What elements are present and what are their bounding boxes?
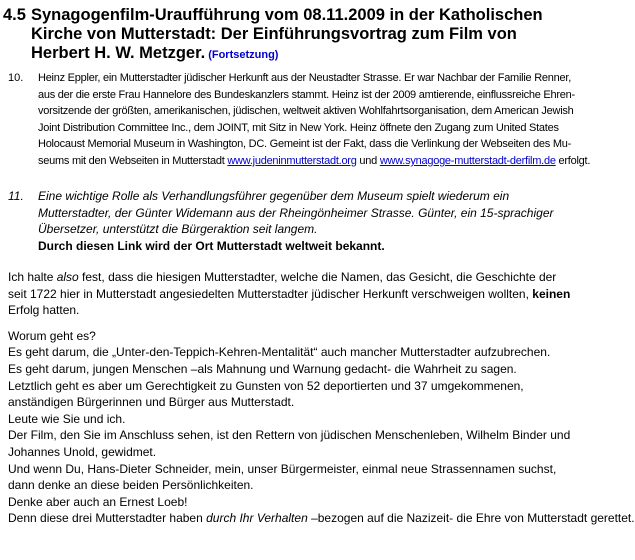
point-11-line: Übersetzer, unterstützt die Bürgeraktion seit langem. [38, 222, 318, 237]
main-last-line [8, 510, 635, 527]
point-10-last-suffix: erfolgt. [555, 154, 591, 167]
continuation-label: (Fortsetzung) [208, 49, 279, 61]
point-10-line: aus der die erste Frau Hannelore des Bundeskanzlers stammt. Heinz ist der 2009 amtierende, einflussreiche Ehren- [38, 88, 575, 101]
link-judeninmutterstadt[interactable]: www.judeninmutterstadt.org [227, 154, 357, 167]
para-1-line-1 [8, 269, 593, 286]
paragraph-gap [8, 319, 593, 328]
point-10-number: 10. [8, 72, 24, 84]
main-line: Denke aber auch an Ernest Loeb! [8, 494, 188, 509]
main-last-text: –bezogen auf die Nazizeit- die Ehre von Mutterstadt gerettet. [307, 511, 635, 526]
para-1-bold: keinen [532, 286, 571, 301]
para-1-text: Ich halte [8, 270, 57, 284]
point-10-line: Holocaust Memorial Museum in Washington, DC. Gemeint ist der Fakt, dass die Verlinkung der Webseiten des Mu- [38, 138, 572, 151]
point-10-line: vorsitzende der größten, amerikanischen, jüdischen, weltweit aktiven Wohlfahrtsorganisation, dem American Jewish [38, 105, 574, 118]
point-10-last-prefix: seums mit den Webseiten in Mutterstadt [38, 154, 228, 167]
para-1-text: fest, dass die hiesigen Mutterstadter, welche die Namen, das Gesicht, die Geschichte der [78, 270, 557, 284]
para-1-line-3: Erfolg hatten. [8, 303, 80, 318]
link-synagoge-derfilm[interactable]: www.synagoge-mutterstadt-derfilm.de [379, 154, 556, 167]
point-11-bold-line: Durch diesen Link wird der Ort Mutterstadt weltweit bekannt. [38, 238, 385, 253]
point-10-last-line [38, 153, 593, 170]
point-10-line: Joint Distribution Committee Inc., dem JOINT, mit Sitz in New York. Heinz öffnete den Zugang zum United States [38, 121, 559, 134]
main-line: Worum geht es? [8, 328, 96, 343]
para-1-italic: also [56, 270, 79, 284]
heading-line-2: Kirche von Mutterstadt: Der Einführungsvortrag zum Film von [31, 25, 517, 43]
main-line: Letztlich geht es aber um Gerechtigkeit zu Gunsten von 52 deportierten und 37 umgekommenen, [8, 378, 524, 393]
main-line: Der Film, den Sie im Anschluss sehen, ist den Rettern von jüdischen Menschenleben, Wilhelm Binder und [8, 428, 571, 443]
heading-line-3-text: Herbert H. W. Metzger. [31, 44, 206, 62]
heading-line-3 [31, 44, 591, 65]
main-line: dann denke an diese beiden Persönlichkeiten. [8, 478, 254, 493]
main-line: Es geht darum, die „Unter-den-Teppich-Kehren-Mentalität“ auch mancher Mutterstadter aufzubrechen. [8, 345, 551, 360]
main-last-italic: durch Ihr Verhalten [206, 511, 308, 526]
main-line: anständigen Bürgerinnen und Bürger aus Mutterstadt. [8, 395, 295, 410]
main-line: Und wenn Du, Hans-Dieter Schneider, mein, unser Bürgermeister, einmal neue Strassennamen suchst, [8, 461, 557, 476]
main-line: Johannes Unold, gewidmet. [8, 444, 157, 459]
para-1-text: seit 1722 hier in Mutterstadt angesiedelten Mutterstadter jüdischer Herkunft verschweigen wollten, [8, 286, 533, 301]
point-10-line: Heinz Eppler, ein Mutterstadter jüdischer Herkunft aus der Neustadter Strasse. Er war Nachbar der Familie Renner, [38, 72, 572, 84]
para-1-line-2 [8, 286, 593, 303]
main-last-text: Denn diese drei Mutterstadter haben [8, 511, 207, 526]
section-number: 4.5 [3, 6, 26, 24]
point-11-line: Mutterstadter, der Günter Widemann aus der Rheingönheimer Strasse. Günter, ein 15-sprachiger [38, 205, 554, 220]
heading-line-1: Synagogenfilm-Uraufführung vom 08.11.2009 in der Katholischen [31, 6, 543, 24]
point-11-number: 11. [8, 189, 24, 203]
main-line: Leute wie Sie und ich. [8, 411, 126, 426]
point-11-line: Eine wichtige Rolle als Verhandlungsführer gegenüber dem Museum spielt wiederum ein [38, 189, 510, 203]
main-line: Es geht darum, jungen Menschen –als Mahnung und Warnung gedacht- die Wahrheit zu sagen. [8, 361, 517, 376]
point-10-last-middle: und [356, 154, 380, 167]
main-text [8, 269, 635, 527]
